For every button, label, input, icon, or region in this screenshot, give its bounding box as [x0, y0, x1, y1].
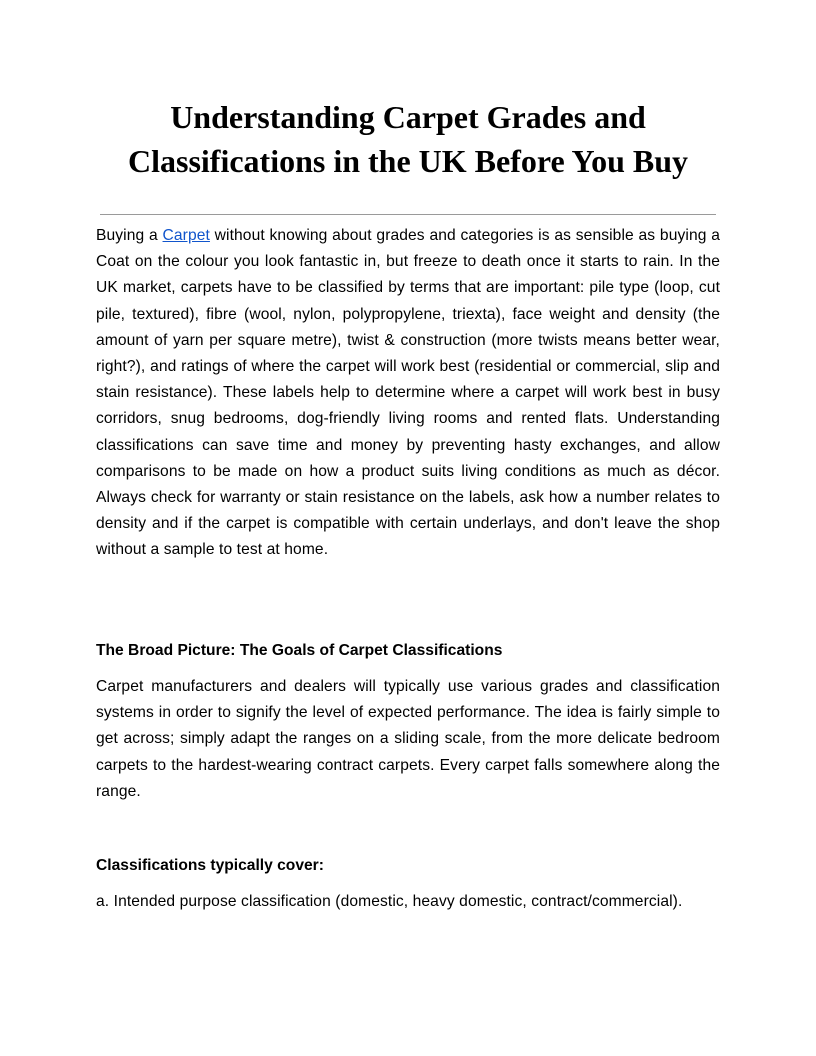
section-heading-classifications: Classifications typically cover:	[96, 857, 324, 874]
list-item-a: a. Intended purpose classification (domestic, heavy domestic, contract/commercial).	[96, 893, 683, 910]
intro-text-after-link: without knowing about grades and categories is as sensible as buying a Coat on the colour you look fantastic in, but freeze to death once it starts to rain. In the UK market, carpets have to be classified by terms that are important: pile type (loop, cut pile, textured), fibre (wool, nylon, polypropylene, triexta), face weight and density (the amount of yarn per square metre), twist & construction (more twists means better wear, right?), and ratings of where the carpet will work best (residential or commercial, slip and stain resistance). These labels help to determine where a carpet will work best in busy corridors, snug bedrooms, dog-friendly living rooms and rented flats. Understanding classifications can save time and money by preventing hasty exchanges, and allow comparisons to be made on how a product suits living conditions as much as décor. Always check for warranty or stain resistance on the labels, ask how a number relates to density and if the carpet is compatible with certain underlays, and don't leave the shop without a sample to test at home.	[96, 227, 720, 559]
title-divider	[100, 214, 716, 215]
goals-paragraph: Carpet manufacturers and dealers will typically use various grades and classification systems in order to signify the level of expected performance. The idea is fairly simple to get across; simply adapt the ranges on a sliding scale, from the more delicate bedroom carpets to the hardest-wearing contract carpets. Every carpet falls somewhere along the range.	[96, 678, 720, 800]
carpet-link[interactable]: Carpet	[162, 227, 210, 244]
section-heading-goals: The Broad Picture: The Goals of Carpet Classifications	[96, 642, 503, 659]
intro-text-before-link: Buying a	[96, 227, 163, 244]
page-title: Understanding Carpet Grades and Classifications in the UK Before You Buy	[127, 99, 689, 179]
intro-paragraph	[96, 223, 720, 564]
